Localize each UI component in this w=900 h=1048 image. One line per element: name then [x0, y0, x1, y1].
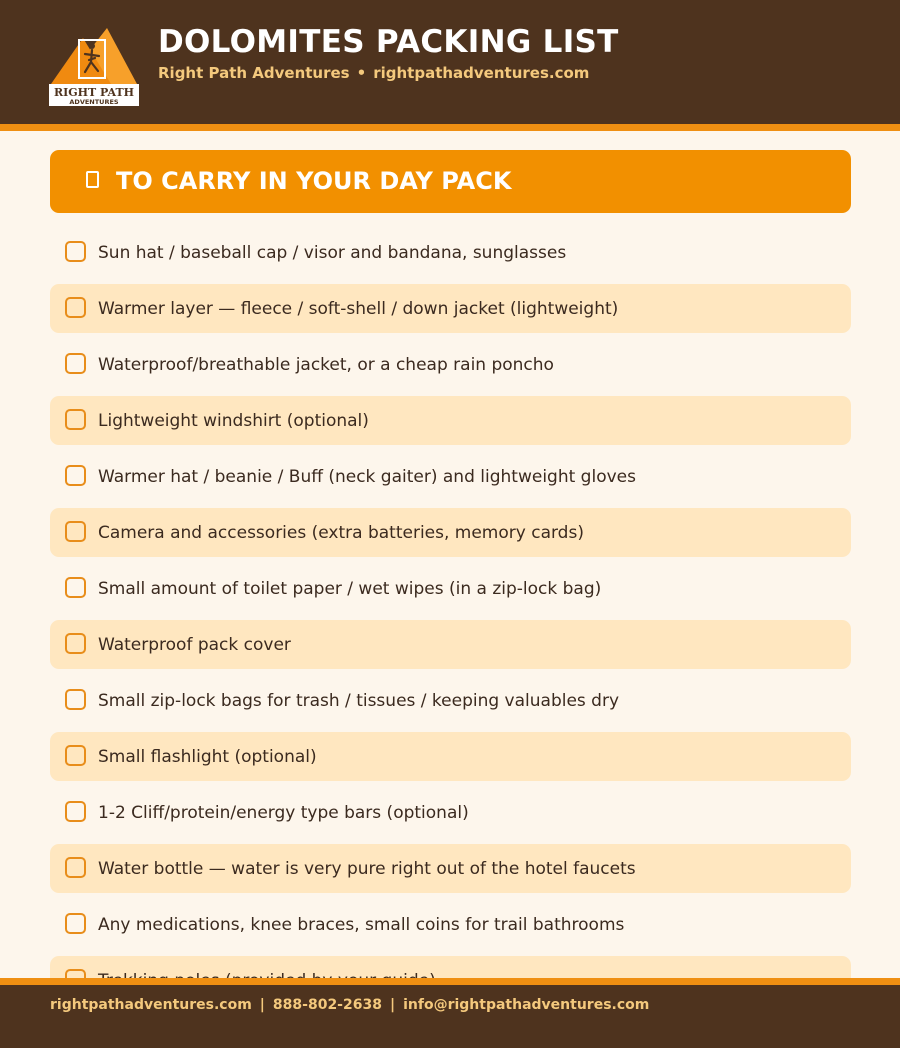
- item-label: Waterproof pack cover: [98, 635, 291, 655]
- footer-accent-stripe: [0, 978, 900, 985]
- item-label: Warmer hat / beanie / Buff (neck gaiter) and lightweight gloves: [98, 467, 636, 487]
- section-banner: [50, 150, 851, 213]
- item-checkbox[interactable]: [65, 633, 86, 654]
- section-title: TO CARRY IN YOUR DAY PACK: [116, 167, 512, 195]
- item-label: 1-2 Cliff/protein/energy type bars (optional): [98, 803, 469, 823]
- header-subtitle: [158, 64, 589, 82]
- company-name: Right Path Adventures: [158, 64, 350, 82]
- item-checkbox[interactable]: [65, 801, 86, 822]
- header-website-link[interactable]: rightpathadventures.com: [373, 64, 590, 82]
- item-checkbox[interactable]: [65, 745, 86, 766]
- page-title: DOLOMITES PACKING LIST: [158, 24, 619, 60]
- packing-checklist: [50, 228, 851, 978]
- item-checkbox[interactable]: [65, 577, 86, 598]
- item-checkbox[interactable]: [65, 409, 86, 430]
- checklist-item: [50, 844, 851, 893]
- item-checkbox[interactable]: [65, 857, 86, 878]
- item-label: Warmer layer — fleece / soft-shell / down jacket (lightweight): [98, 299, 619, 319]
- footer-email-link[interactable]: info@rightpathadventures.com: [403, 997, 650, 1013]
- checklist-item: [50, 564, 851, 613]
- checklist-item: [50, 732, 851, 781]
- item-label: Sun hat / baseball cap / visor and bandana, sunglasses: [98, 243, 567, 263]
- footer-contact: [50, 997, 649, 1013]
- checklist-item: [50, 452, 851, 501]
- item-checkbox[interactable]: [65, 465, 86, 486]
- footer-separator: |: [259, 997, 265, 1013]
- page-header: [0, 0, 900, 124]
- footer-website-link[interactable]: rightpathadventures.com: [50, 997, 252, 1013]
- item-label: Camera and accessories (extra batteries, memory cards): [98, 523, 584, 543]
- checklist-item: [50, 676, 851, 725]
- item-label: Small amount of toilet paper / wet wipes (in a zip-lock bag): [98, 579, 602, 599]
- logo-text-line1: RIGHT PATH: [53, 86, 135, 99]
- checklist-item: [50, 340, 851, 389]
- backpack-icon: [86, 171, 99, 188]
- checklist-item: [50, 228, 851, 277]
- footer-phone[interactable]: 888-802-2638: [272, 997, 382, 1013]
- footer-separator: |: [389, 997, 396, 1013]
- item-label: Water bottle — water is very pure right out of the hotel faucets: [98, 859, 636, 879]
- checklist-item: [50, 620, 851, 669]
- checklist-item: [50, 284, 851, 333]
- item-label: Waterproof/breathable jacket, or a cheap rain poncho: [98, 355, 554, 375]
- item-label: Small zip-lock bags for trash / tissues / keeping valuables dry: [98, 691, 620, 711]
- right-path-logo: [49, 24, 139, 106]
- logo-figure-head: [89, 43, 95, 49]
- item-checkbox[interactable]: [65, 521, 86, 542]
- item-label: Lightweight windshirt (optional): [98, 411, 369, 431]
- page-footer: [0, 985, 900, 1048]
- checklist-item: [50, 508, 851, 557]
- logo-text-line2: ADVENTURES: [69, 98, 119, 106]
- item-checkbox[interactable]: [65, 689, 86, 710]
- subtitle-separator: •: [356, 64, 367, 82]
- item-label: Any medications, knee braces, small coins for trail bathrooms: [98, 915, 625, 935]
- checklist-item: [50, 900, 851, 949]
- item-label: Small flashlight (optional): [98, 747, 317, 767]
- item-checkbox[interactable]: [65, 297, 86, 318]
- checklist-item: [50, 788, 851, 837]
- item-checkbox[interactable]: [65, 241, 86, 262]
- item-checkbox[interactable]: [65, 353, 86, 374]
- item-checkbox[interactable]: [65, 913, 86, 934]
- header-accent-stripe: [0, 124, 900, 131]
- checklist-item: [50, 396, 851, 445]
